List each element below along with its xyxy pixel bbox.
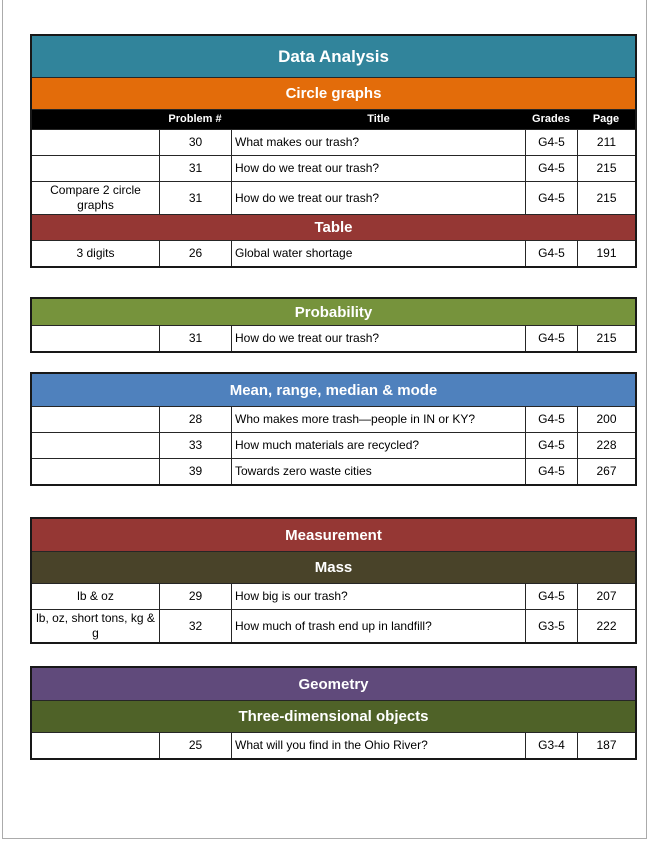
- cell-page-number: 211: [577, 130, 635, 155]
- table-row: [32, 155, 635, 181]
- section-header-probability: [32, 299, 635, 325]
- cell-grades: G4-5: [525, 241, 577, 266]
- cell-problem-number: 29: [159, 584, 231, 609]
- cell-grades: G4-5: [525, 326, 577, 351]
- cell-page-number: 267: [577, 459, 635, 484]
- cell-problem-number: 32: [159, 610, 231, 642]
- cell-title: What will you find in the Ohio River?: [231, 733, 525, 758]
- cell-problem-number: 26: [159, 241, 231, 266]
- section-header-measurement: [32, 519, 635, 551]
- table-probability: [30, 297, 637, 353]
- cell-grades: G4-5: [525, 584, 577, 609]
- cell-title: What makes our trash?: [231, 130, 525, 155]
- table-row: [32, 732, 635, 758]
- column-header-title: Title: [367, 112, 390, 125]
- section-header-circle-graphs: [32, 77, 635, 109]
- section-header-label: Measurement: [285, 526, 382, 544]
- cell-problem-number: 31: [159, 326, 231, 351]
- table-data-analysis: [30, 34, 637, 268]
- table-row: [32, 129, 635, 155]
- section-header-mean-range-median-mode: [32, 374, 635, 406]
- table-row: [32, 406, 635, 432]
- cell-title: How much of trash end up in landfill?: [231, 610, 525, 642]
- cell-category: 3 digits: [76, 246, 115, 260]
- cell-category: [32, 156, 159, 181]
- section-header-label: Data Analysis: [278, 46, 389, 66]
- cell-page-number: 200: [577, 407, 635, 432]
- cell-title: Who makes more trash—people in IN or KY?: [231, 407, 525, 432]
- section-header-label: Mass: [314, 559, 353, 576]
- section-header-geometry: [32, 668, 635, 700]
- cell-page-number: 228: [577, 433, 635, 458]
- cell-title: How big is our trash?: [231, 584, 525, 609]
- section-header-label: Table: [314, 219, 353, 236]
- cell-problem-number: 31: [159, 182, 231, 214]
- column-header-problem-number: Problem #: [168, 112, 222, 125]
- cell-grades: G4-5: [525, 156, 577, 181]
- cell-title: How do we treat our trash?: [231, 182, 525, 214]
- cell-grades: G3-4: [525, 733, 577, 758]
- cell-grades: G4-5: [525, 433, 577, 458]
- cell-grades: G4-5: [525, 407, 577, 432]
- table-row: [32, 325, 635, 351]
- cell-page-number: 207: [577, 584, 635, 609]
- cell-title: How much materials are recycled?: [231, 433, 525, 458]
- column-header-category: [32, 110, 159, 129]
- column-header-grades: Grades: [532, 112, 570, 125]
- toc-content: [30, 34, 637, 760]
- cell-category: [32, 433, 159, 458]
- table-measurement: [30, 517, 637, 644]
- table-mean-range-median-mode: [30, 372, 637, 486]
- cell-page-number: 187: [577, 733, 635, 758]
- cell-title: How do we treat our trash?: [231, 156, 525, 181]
- column-header-page-number: Page: [592, 112, 620, 125]
- table-row: [32, 609, 635, 642]
- cell-page-number: 215: [577, 326, 635, 351]
- cell-problem-number: 39: [159, 459, 231, 484]
- section-header-label: Mean, range, median & mode: [229, 381, 438, 399]
- cell-page-number: 191: [577, 241, 635, 266]
- cell-title: How do we treat our trash?: [231, 326, 525, 351]
- cell-problem-number: 33: [159, 433, 231, 458]
- section-header-table: [32, 214, 635, 240]
- section-header-mass: [32, 551, 635, 583]
- cell-title: Towards zero waste cities: [231, 459, 525, 484]
- cell-problem-number: 28: [159, 407, 231, 432]
- cell-page-number: 222: [577, 610, 635, 642]
- table-row: [32, 181, 635, 214]
- cell-category: [32, 459, 159, 484]
- cell-grades: G4-5: [525, 130, 577, 155]
- cell-grades: G4-5: [525, 182, 577, 214]
- cell-category: [32, 326, 159, 351]
- cell-category: [32, 130, 159, 155]
- cell-category: lb, oz, short tons, kg & g: [36, 611, 155, 640]
- table-row: [32, 432, 635, 458]
- section-header-label: Circle graphs: [285, 85, 382, 102]
- cell-grades: G4-5: [525, 459, 577, 484]
- table-row: [32, 240, 635, 266]
- table-geometry: [30, 666, 637, 760]
- section-header-data-analysis: [32, 36, 635, 77]
- cell-page-number: 215: [577, 156, 635, 181]
- cell-page-number: 215: [577, 182, 635, 214]
- cell-title: Global water shortage: [231, 241, 525, 266]
- cell-problem-number: 30: [159, 130, 231, 155]
- column-header-row: [32, 109, 635, 129]
- section-header-label: Three-dimensional objects: [238, 708, 429, 725]
- section-header-label: Geometry: [298, 675, 369, 693]
- cell-category: lb & oz: [77, 589, 114, 603]
- cell-problem-number: 31: [159, 156, 231, 181]
- section-header-three-dimensional-objects: [32, 700, 635, 732]
- cell-category: Compare 2 circle graphs: [50, 183, 141, 212]
- section-header-label: Probability: [294, 303, 373, 321]
- cell-grades: G3-5: [525, 610, 577, 642]
- cell-problem-number: 25: [159, 733, 231, 758]
- table-row: [32, 458, 635, 484]
- cell-category: [32, 407, 159, 432]
- table-row: [32, 583, 635, 609]
- cell-category: [32, 733, 159, 758]
